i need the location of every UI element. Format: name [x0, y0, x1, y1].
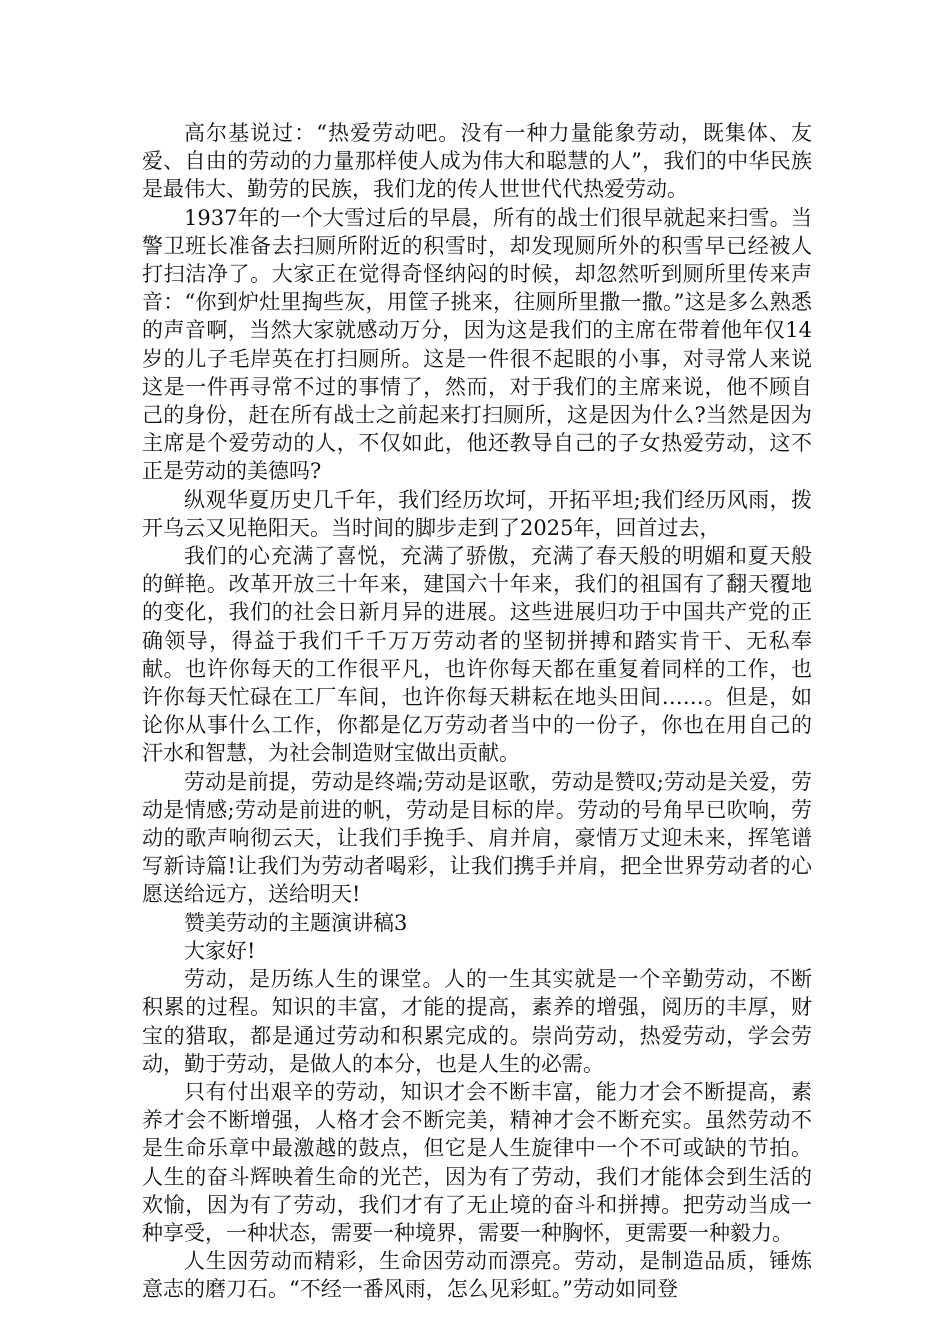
paragraph-life-wonderful: 人生因劳动而精彩，生命因劳动而漂亮。劳动，是制造品质，锤炼意志的磨刀石。“不经一番风雨，怎么见彩虹。”劳动如同登 — [142, 1249, 812, 1302]
paragraph-1937-story: 1937年的一个大雪过后的早晨，所有的战士们很早就起来扫雪。当警卫班长准备去扫厕所附近的积雪时，却发现厕所外的积雪早已经被人打扫洁净了。大家正在觉得奇怪纳闷的时候，却忽然听到厕所里传来声音：“你到炉灶里掏些灰，用筐子挑来，往厕所里撒一撒。”这是多么熟悉的声音啊，当然大家就感动万分，因为这是我们的主席在带着他年仅14岁的儿子毛岸英在打扫厕所。这是一件很不起眼的小事，对寻常人来说这是一件再寻常不过的事情了，然而，对于我们的主席来说，他不顾自己的身份，赶在所有战士之前起来打扫厕所，这是因为什么?当然是因为主席是个爱劳动的人，不仅如此，他还教导自己的子女热爱劳动，这不正是劳动的美德吗? — [142, 205, 812, 484]
paragraph-life-classroom: 劳动，是历练人生的课堂。人的一生其实就是一个辛勤劳动，不断积累的过程。知识的丰富，才能的提高，素养的增强，阅历的丰厚，财宝的猎取，都是通过劳动和积累完成的。崇尚劳动，热爱劳动，学会劳动，勤于劳动，是做人的本分，也是人生的必需。 — [142, 967, 812, 1076]
greeting: 大家好! — [184, 938, 256, 963]
paragraph-history: 纵观华夏历史几千年，我们经历坎坷，开拓平坦;我们经历风雨，拨开乌云又见艳阳天。当时间的脚步走到了2025年，回首过去， — [142, 487, 812, 540]
paragraph-labor-praise: 劳动是前提，劳动是终端;劳动是讴歌，劳动是赞叹;劳动是关爱，劳动是情感;劳动是前进的帆，劳动是目标的岸。劳动的号角早已吹响，劳动的歌声响彻云天，让我们手挽手、肩并肩，豪情万丈迎未来，挥笔谱写新诗篇!让我们为劳动者喝彩，让我们携手并肩，把全世界劳动者的心愿送给远方，送给明天! — [142, 769, 812, 907]
speech-title: 赞美劳动的主题演讲稿3 — [184, 910, 408, 935]
paragraph-joy: 我们的心充满了喜悦，充满了骄傲，充满了春天般的明媚和夏天般的鲜艳。改革开放三十年来，建国六十年来，我们的祖国有了翻天覆地的变化，我们的社会日新月异的进展。这些进展归功于中国共产党的正确领导，得益于我们千千万万劳动者的坚韧拼搏和踏实肯干、无私奉献。也许你每天的工作很平凡，也许你每天都在重复着同样的工作，也许你每天忙碌在工厂车间，也许你每天耕耘在地头田间……。但是，如论你从事什么工作，你都是亿万劳动者当中的一份子，你也在用自己的汗水和智慧，为社会制造财宝做出贡献。 — [142, 544, 812, 766]
document-body — [142, 119, 812, 1304]
paragraph-gorky-quote: 高尔基说过：“热爱劳动吧。没有一种力量能象劳动，既集体、友爱、自由的劳动的力量那样使人成为伟大和聪慧的人”，我们的中华民族是最伟大、勤劳的民族，我们龙的传人世世代代热爱劳动。 — [142, 121, 812, 202]
paragraph-hard-work: 只有付出艰辛的劳动，知识才会不断丰富，能力才会不断提高，素养才会不断增强，人格才会不断完美，精神才会不断充实。虽然劳动不是生命乐章中最激越的鼓点，但它是人生旋律中一个不可或缺的节拍。人生的奋斗辉映着生命的光芒，因为有了劳动，我们才能体会到生活的欢愉，因为有了劳动，我们才有了无止境的奋斗和拼搏。把劳动当成一种享受，一种状态，需要一种境界，需要一种胸怀，更需要一种毅力。 — [142, 1079, 812, 1245]
